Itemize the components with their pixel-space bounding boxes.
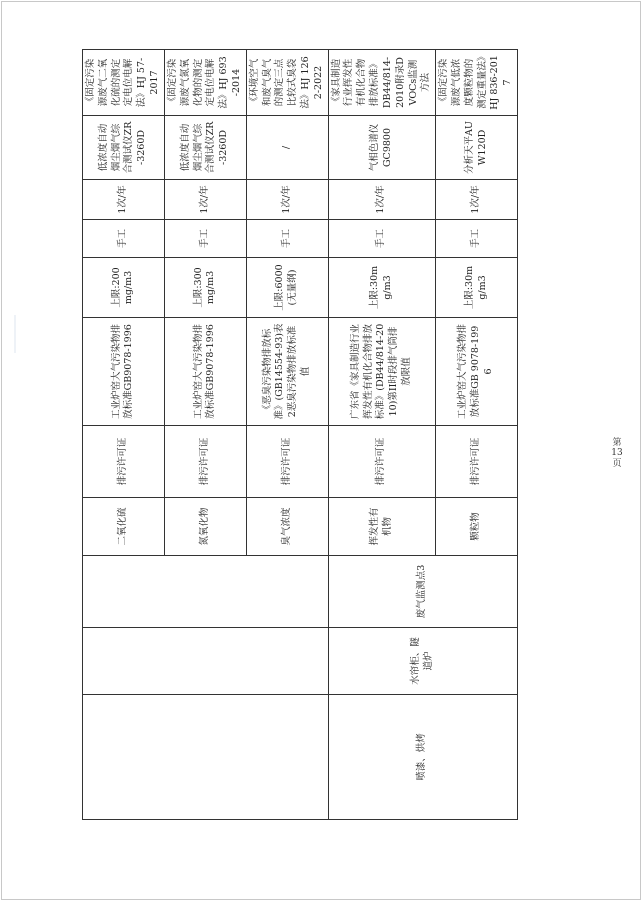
scan-mark — [14, 315, 16, 353]
method-cell: 手工 — [164, 220, 246, 258]
pollutant-cell: 颗粒物 — [436, 498, 518, 556]
equipment-cell: 水帘柜、隧道炉 — [328, 628, 517, 695]
frequency-cell: 1次/年 — [246, 180, 328, 220]
frequency-cell: 1次/年 — [436, 180, 518, 220]
method-cell: 手工 — [246, 220, 328, 258]
permit-cell: 排污许可证 — [436, 426, 518, 498]
pollutant-cell: 氮氧化物 — [164, 498, 246, 556]
empty-cell — [83, 695, 329, 820]
limit-cell: 上限:300mg/m3 — [164, 258, 246, 318]
permit-cell: 排污许可证 — [164, 426, 246, 498]
frequency-cell: 1次/年 — [83, 180, 165, 220]
standard-cell: 《恶臭污染物排放标准》(GB14554-93)表2恶臭污染物排放标准值 — [246, 318, 328, 426]
analysis-method-cell: 《固定污染源废气氮氧化物的测定定电位电解法》HJ 693-2014 — [164, 50, 246, 116]
analysis-method-cell: 《固定污染源废气低浓度颗粒物的测定重量法》HJ 836-2017 — [436, 50, 518, 116]
monitoring-table — [82, 49, 518, 820]
frequency-cell: 1次/年 — [328, 180, 436, 220]
analysis-method-cell: 《家具制造行业挥发性有机化合物排放标准》DB44/814-2010附录D VOCs监测方法 — [328, 50, 436, 116]
method-cell: 手工 — [328, 220, 436, 258]
page-number: 第13页 — [611, 438, 623, 469]
instrument-cell: 低浓度自动烟尘烟气综合测试仪ZR-3260D — [164, 116, 246, 180]
limit-cell: 上限:30mg/m3 — [328, 258, 436, 318]
instrument-cell: 分析天平AUW120D — [436, 116, 518, 180]
limit-cell: 上限:30mg/m3 — [436, 258, 518, 318]
instrument-cell: / — [246, 116, 328, 180]
pollutant-cell: 臭气浓度 — [246, 498, 328, 556]
frequency-cell: 1次/年 — [164, 180, 246, 220]
analysis-method-cell: 《环境空气和废气臭气的测定三点比较式臭袋法》HJ 1262-2022 — [246, 50, 328, 116]
table-row — [83, 50, 165, 820]
analysis-method-cell: 《固定污染源废气二氧化硫的测定定电位电解法》HJ 57-2017 — [83, 50, 165, 116]
method-cell: 手工 — [436, 220, 518, 258]
standard-cell: 工业炉窑大气污染物排放标准GB9078-1996 — [164, 318, 246, 426]
permit-cell: 排污许可证 — [328, 426, 436, 498]
limit-cell: 上限:6000(无量纲) — [246, 258, 328, 318]
instrument-cell: 气相色谱仪GC9800 — [328, 116, 436, 180]
permit-cell: 排污许可证 — [83, 426, 165, 498]
instrument-cell: 低浓度自动烟尘烟气综合测试仪ZR-3260D — [83, 116, 165, 180]
monitor-point-cell: 废气监测点3 — [328, 556, 517, 628]
standard-cell: 工业炉窑大气污染物排放标准GB9078-1996 — [83, 318, 165, 426]
rotated-table-container — [82, 50, 518, 820]
limit-cell: 上限:200mg/m3 — [83, 258, 165, 318]
standard-cell: 工业炉窑大气污染物排放标准GB 9078-1996 — [436, 318, 518, 426]
pollutant-cell: 二氧化硫 — [83, 498, 165, 556]
pollutant-cell: 挥发性有机物 — [328, 498, 436, 556]
empty-cell — [83, 628, 329, 695]
method-cell: 手工 — [83, 220, 165, 258]
process-cell: 喷漆、烘烤 — [328, 695, 517, 820]
empty-cell — [83, 556, 329, 628]
permit-cell: 排污许可证 — [246, 426, 328, 498]
standard-cell: 广东省《家具制造行业挥发性有机化合物排放标准》(DB44/814-2010)第II时段排气筒排放限值 — [328, 318, 436, 426]
table-row — [328, 50, 436, 820]
